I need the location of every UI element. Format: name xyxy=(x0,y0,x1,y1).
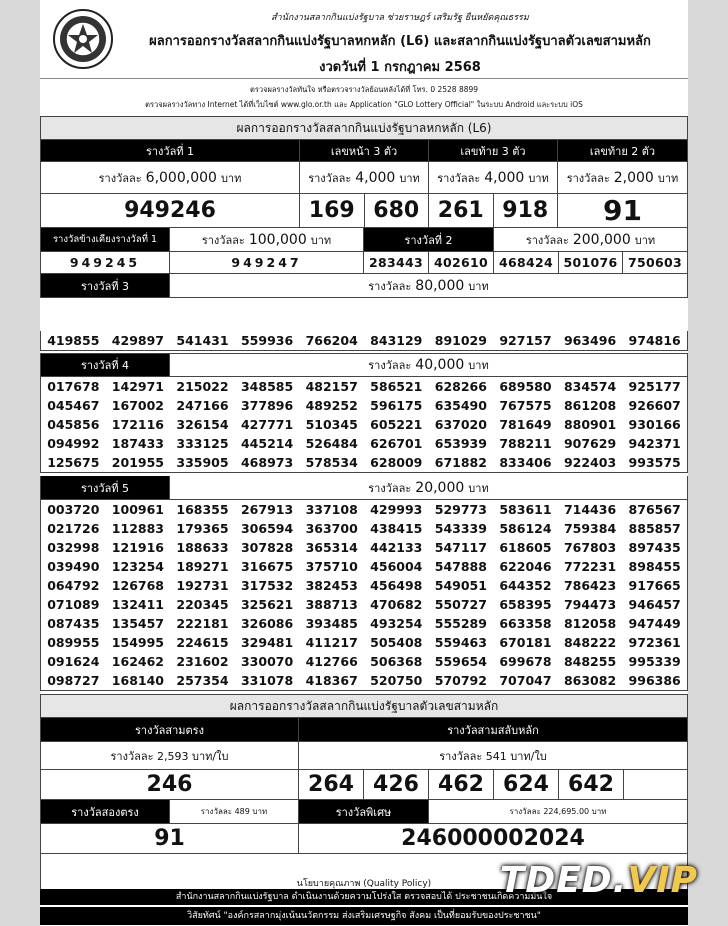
toad3-number: 264 xyxy=(299,770,364,800)
straight3-label: รางวัลสามตรง xyxy=(40,718,299,742)
fifth-prize-number: 972361 xyxy=(628,635,681,650)
fifth-prize-number: 411217 xyxy=(305,635,358,650)
fourth-prize-number: 833406 xyxy=(499,455,552,470)
fifth-prize-number: 412766 xyxy=(305,654,358,669)
fifth-prize-number: 071089 xyxy=(47,597,100,612)
lottery-result-sheet xyxy=(40,0,688,926)
third-prize-amount: รางวัลละ 80,000 บาท xyxy=(170,274,688,298)
quality-policy-text: สำนักงานสลากกินแบ่งรัฐบาล ดำเนินงานด้วยความโปร่งใส ตรวจสอบได้ ประชาชนเกิดความมั่นใจ xyxy=(40,889,688,905)
fifth-prize-number: 583611 xyxy=(499,502,552,517)
third-prize-number: 843129 xyxy=(370,333,423,348)
back3-amount: รางวัลละ 4,000 บาท xyxy=(429,162,558,194)
first-prize-number: 949246 xyxy=(40,194,300,228)
fifth-prize-number: 429993 xyxy=(370,502,423,517)
fourth-prize-number: 834574 xyxy=(563,379,617,394)
toad3-number: 462 xyxy=(429,770,494,800)
third-prize-number: 559936 xyxy=(240,333,294,348)
fifth-prize-number: 547888 xyxy=(434,559,487,574)
fourth-prize-number: 215022 xyxy=(176,379,229,394)
fourth-prize-number: 045856 xyxy=(47,417,100,432)
second-prize-number: 468424 xyxy=(494,252,559,274)
toad3-number: 624 xyxy=(494,770,559,800)
fifth-prize-number: 267913 xyxy=(240,502,294,517)
fifth-prize-number: 123254 xyxy=(111,559,164,574)
straight2-number: 91 xyxy=(40,824,299,854)
fifth-prize-number: 220345 xyxy=(176,597,229,612)
fifth-prize-number: 663358 xyxy=(499,616,552,631)
fifth-prize-number: 714436 xyxy=(563,502,617,517)
fifth-prize-number: 555289 xyxy=(434,616,487,631)
fifth-prize-number: 947449 xyxy=(628,616,681,631)
back2-amount: รางวัลละ 2,000 บาท xyxy=(558,162,688,194)
toad3-label: รางวัลสามสลับหลัก xyxy=(299,718,688,742)
fourth-prize-number: 781649 xyxy=(499,417,552,432)
l6-section-title: ผลการออกรางวัลสลากกินแบ่งรัฐบาลหกหลัก (L6) xyxy=(40,116,688,140)
fifth-prize-number: 168355 xyxy=(176,502,229,517)
fifth-prize-number: 365314 xyxy=(305,540,358,555)
fifth-prize-number: 363700 xyxy=(305,521,358,536)
third-prize-number: 429897 xyxy=(111,333,164,348)
fourth-prize-number: 326154 xyxy=(176,417,229,432)
fifth-prize-number: 382453 xyxy=(305,578,358,593)
fourth-prize-number: 605221 xyxy=(370,417,423,432)
fifth-prize-number: 188633 xyxy=(176,540,229,555)
fifth-prize-number: 995339 xyxy=(628,654,681,669)
fifth-prize-number: 848255 xyxy=(563,654,617,669)
fifth-prize-number: 622046 xyxy=(499,559,552,574)
fifth-prize-number: 759384 xyxy=(563,521,617,536)
fifth-prize-number: 121916 xyxy=(111,540,164,555)
fourth-prize-number: 045467 xyxy=(47,398,100,413)
fourth-prize-row xyxy=(41,453,687,472)
fifth-prize-number: 996386 xyxy=(628,673,681,688)
front3-number-1: 169 xyxy=(300,194,365,228)
front3-label: เลขหน้า 3 ตัว xyxy=(300,140,429,162)
fifth-prize-number: 307828 xyxy=(240,540,294,555)
fifth-prize-number: 162462 xyxy=(111,654,164,669)
fifth-prize-number: 231602 xyxy=(176,654,229,669)
fourth-prize-number: 094992 xyxy=(47,436,100,451)
fifth-prize-number: 559654 xyxy=(434,654,487,669)
fifth-prize-number: 021726 xyxy=(47,521,100,536)
fifth-prize-number: 897435 xyxy=(628,540,681,555)
fifth-prize-row xyxy=(41,538,687,557)
straight3-amount: รางวัลละ 2,593 บาท/ใบ xyxy=(40,742,299,770)
back2-number: 91 xyxy=(558,194,688,228)
fifth-prize-number: 179365 xyxy=(176,521,229,536)
fourth-prize-number: 861208 xyxy=(563,398,617,413)
vision-statement: วิสัยทัศน์ "องค์กรสลากมุ่งเน้นนวัตกรรม ส่งเสริมเศรษฐกิจ สังคม เป็นที่ยอมรับของประชาชน" xyxy=(40,907,688,925)
fifth-prize-number: 100961 xyxy=(111,502,164,517)
draw-date: งวดวันที่ 1 กรกฎาคม 2568 xyxy=(319,60,481,75)
fifth-prize-number: 812058 xyxy=(563,616,617,631)
fifth-prize-number: 848222 xyxy=(563,635,617,650)
check-web-line: ตรวจผลรางวัลทาง Internet ได้ที่เว็บไซต์ www.glo.or.th และ Application "GLO Lottery Official" ในระบบ Android และระบบ iOS xyxy=(145,100,583,109)
fifth-prize-numbers xyxy=(40,500,688,691)
glo-seal-logo xyxy=(52,8,114,70)
fourth-prize-number: 930166 xyxy=(628,417,681,432)
fourth-prize-number: 628009 xyxy=(370,455,423,470)
fifth-prize-number: 224615 xyxy=(176,635,229,650)
fifth-prize-number: 505408 xyxy=(370,635,423,650)
straight2-label: รางวัลสองตรง xyxy=(40,800,170,824)
n3-section-title: ผลการออกรางวัลสลากกินแบ่งรัฐบาลตัวเลขสามหลัก xyxy=(40,694,688,718)
fifth-prize-number: 331078 xyxy=(240,673,294,688)
fourth-prize-number: 167002 xyxy=(111,398,164,413)
fifth-prize-number: 330070 xyxy=(240,654,294,669)
fifth-prize-number: 337108 xyxy=(305,502,358,517)
toad3-amount: รางวัลละ 541 บาท/ใบ xyxy=(299,742,688,770)
fourth-prize-number: 788211 xyxy=(499,436,552,451)
fifth-prize-number: 618605 xyxy=(499,540,552,555)
fourth-prize-number: 526484 xyxy=(305,436,358,451)
fourth-prize-number: 510345 xyxy=(305,417,358,432)
fourth-prize-row xyxy=(41,396,687,415)
fifth-prize-number: 946457 xyxy=(628,597,681,612)
fifth-prize-row xyxy=(41,671,687,690)
fourth-prize-amount: รางวัลละ 40,000 บาท xyxy=(170,353,688,377)
fifth-prize-number: 039490 xyxy=(47,559,100,574)
first-prize-amount: รางวัลละ 6,000,000 บาท xyxy=(40,162,300,194)
third-prize-number: 927157 xyxy=(499,333,552,348)
fifth-prize-row xyxy=(41,633,687,652)
fifth-prize-number: 329481 xyxy=(240,635,294,650)
second-prize-number: 501076 xyxy=(559,252,623,274)
fourth-prize-number: 201955 xyxy=(111,455,164,470)
fourth-prize-number: 626701 xyxy=(370,436,423,451)
fourth-prize-number: 635490 xyxy=(434,398,487,413)
fifth-prize-number: 917665 xyxy=(628,578,681,593)
agency-motto: สำนักงานสลากกินแบ่งรัฐบาล ช่วยราษฎร์ เสริมรัฐ ยืนหยัดคุณธรรม xyxy=(271,13,529,23)
fifth-prize-number: 388713 xyxy=(305,597,358,612)
fifth-prize-number: 222181 xyxy=(176,616,229,631)
fourth-prize-number: 445214 xyxy=(240,436,294,451)
fifth-prize-number: 550727 xyxy=(434,597,487,612)
fourth-prize-number: 348585 xyxy=(240,379,294,394)
fourth-prize-number: 942371 xyxy=(628,436,681,451)
fifth-prize-row xyxy=(41,576,687,595)
back3-number-2: 918 xyxy=(494,194,559,228)
fourth-prize-number: 922403 xyxy=(563,455,617,470)
fifth-prize-number: 257354 xyxy=(176,673,229,688)
near-first-number-2: 949247 xyxy=(170,252,364,274)
back3-label: เลขท้าย 3 ตัว xyxy=(429,140,558,162)
fifth-prize-row xyxy=(41,500,687,519)
second-prize-label: รางวัลที่ 2 xyxy=(364,228,494,252)
header-divider xyxy=(40,78,688,79)
page-title: ผลการออกรางวัลสลากกินแบ่งรัฐบาลหกหลัก (L6) และสลากกินแบ่งรัฐบาลตัวเลขสามหลัก xyxy=(149,34,651,49)
fourth-prize-number: 925177 xyxy=(628,379,681,394)
special-label: รางวัลพิเศษ xyxy=(299,800,429,824)
fourth-prize-number: 335905 xyxy=(176,455,229,470)
fifth-prize-number: 658395 xyxy=(499,597,552,612)
fifth-prize-row xyxy=(41,557,687,576)
fifth-prize-number: 091624 xyxy=(47,654,100,669)
fifth-prize-row xyxy=(41,652,687,671)
fifth-prize-number: 493254 xyxy=(370,616,423,631)
fifth-prize-number: 767803 xyxy=(563,540,617,555)
fourth-prize-number: 247166 xyxy=(176,398,229,413)
third-prize-number: 974816 xyxy=(628,333,681,348)
fifth-prize-number: 135457 xyxy=(111,616,164,631)
fourth-prize-number: 489252 xyxy=(305,398,358,413)
third-prize-numbers xyxy=(40,331,688,351)
second-prize-number: 283443 xyxy=(364,252,429,274)
fourth-prize-number: 187433 xyxy=(111,436,164,451)
fifth-prize-number: 418367 xyxy=(305,673,358,688)
fourth-prize-number: 125675 xyxy=(47,455,100,470)
fifth-prize-number: 772231 xyxy=(563,559,617,574)
fourth-prize-number: 993575 xyxy=(628,455,681,470)
fifth-prize-number: 506368 xyxy=(370,654,423,669)
fourth-prize-numbers xyxy=(40,377,688,473)
fourth-prize-row xyxy=(41,434,687,453)
fifth-prize-number: 438415 xyxy=(370,521,423,536)
fifth-prize-number: 456498 xyxy=(370,578,423,593)
fifth-prize-number: 316675 xyxy=(240,559,294,574)
back3-number-1: 261 xyxy=(429,194,494,228)
third-prize-number: 963496 xyxy=(563,333,617,348)
fourth-prize-number: 653939 xyxy=(434,436,487,451)
fifth-prize-number: 032998 xyxy=(47,540,100,555)
quality-policy-title: นโยบายคุณภาพ (Quality Policy) xyxy=(296,879,432,889)
fifth-prize-number: 529773 xyxy=(434,502,487,517)
fourth-prize-number: 377896 xyxy=(240,398,294,413)
fifth-prize-number: 644352 xyxy=(499,578,552,593)
fourth-prize-number: 596175 xyxy=(370,398,423,413)
fifth-prize-row xyxy=(41,519,687,538)
toad3-number: 426 xyxy=(364,770,429,800)
fifth-prize-number: 699678 xyxy=(499,654,552,669)
fifth-prize-number: 317532 xyxy=(240,578,294,593)
toad3-empty-cell xyxy=(624,770,688,800)
front3-number-2: 680 xyxy=(365,194,430,228)
fifth-prize-number: 707047 xyxy=(499,673,552,688)
fourth-prize-number: 482157 xyxy=(305,379,358,394)
fifth-prize-number: 863082 xyxy=(563,673,617,688)
special-amount: รางวัลละ 224,695.00 บาท xyxy=(429,800,688,824)
third-prize-number: 419855 xyxy=(47,333,100,348)
fifth-prize-number: 393485 xyxy=(305,616,358,631)
fifth-prize-number: 087435 xyxy=(47,616,100,631)
near-first-label: รางวัลข้างเคียงรางวัลที่ 1 xyxy=(40,228,170,252)
fifth-prize-row xyxy=(41,595,687,614)
fifth-prize-number: 306594 xyxy=(240,521,294,536)
straight3-number: 246 xyxy=(40,770,299,800)
fourth-prize-number: 926607 xyxy=(628,398,681,413)
fifth-prize-number: 794473 xyxy=(563,597,617,612)
fifth-prize-number: 547117 xyxy=(434,540,487,555)
fourth-prize-number: 689580 xyxy=(499,379,552,394)
fourth-prize-number: 628266 xyxy=(434,379,487,394)
special-number: 246000002024 xyxy=(299,824,688,854)
second-prize-number: 750603 xyxy=(623,252,688,274)
toad3-number: 642 xyxy=(559,770,624,800)
fourth-prize-number: 142971 xyxy=(111,379,164,394)
fourth-prize-label: รางวัลที่ 4 xyxy=(40,353,170,377)
fourth-prize-number: 017678 xyxy=(47,379,100,394)
fourth-prize-number: 907629 xyxy=(563,436,617,451)
fifth-prize-number: 003720 xyxy=(47,502,100,517)
front3-amount: รางวัลละ 4,000 บาท xyxy=(300,162,429,194)
fourth-prize-number: 637020 xyxy=(434,417,487,432)
fourth-prize-number: 880901 xyxy=(563,417,617,432)
fifth-prize-number: 192731 xyxy=(176,578,229,593)
fifth-prize-number: 570792 xyxy=(434,673,487,688)
third-prize-number: 891029 xyxy=(434,333,487,348)
fifth-prize-number: 470682 xyxy=(370,597,423,612)
fifth-prize-label: รางวัลที่ 5 xyxy=(40,476,170,500)
near-first-number-1: 949245 xyxy=(40,252,170,274)
fifth-prize-number: 098727 xyxy=(47,673,100,688)
third-prize-number: 541431 xyxy=(176,333,229,348)
fifth-prize-number: 885857 xyxy=(628,521,681,536)
fifth-prize-number: 898455 xyxy=(628,559,681,574)
fifth-prize-amount: รางวัลละ 20,000 บาท xyxy=(170,476,688,500)
second-prize-number: 402610 xyxy=(429,252,494,274)
fourth-prize-number: 767575 xyxy=(499,398,552,413)
fourth-prize-row xyxy=(41,377,687,396)
fourth-prize-number: 172116 xyxy=(111,417,164,432)
fifth-prize-number: 189271 xyxy=(176,559,229,574)
fourth-prize-number: 671882 xyxy=(434,455,487,470)
fifth-prize-number: 670181 xyxy=(499,635,552,650)
first-prize-label: รางวัลที่ 1 xyxy=(40,140,300,162)
third-prize-number: 766204 xyxy=(305,333,358,348)
fifth-prize-number: 325621 xyxy=(240,597,294,612)
fifth-prize-number: 126768 xyxy=(111,578,164,593)
near-first-amount: รางวัลละ 100,000 บาท xyxy=(170,228,364,252)
third-prize-label: รางวัลที่ 3 xyxy=(40,274,170,298)
fifth-prize-number: 786423 xyxy=(563,578,617,593)
fifth-prize-number: 375710 xyxy=(305,559,358,574)
second-prize-amount: รางวัลละ 200,000 บาท xyxy=(494,228,688,252)
fifth-prize-number: 326086 xyxy=(240,616,294,631)
check-phone-line: ตรวจผลรางวัลทันใจ หรือตรวจรางวัลย้อนหลังได้ที่ โทร. 0 2528 8899 xyxy=(249,85,479,94)
fourth-prize-number: 586521 xyxy=(370,379,423,394)
fifth-prize-number: 154995 xyxy=(111,635,164,650)
fifth-prize-number: 168140 xyxy=(111,673,164,688)
fifth-prize-number: 876567 xyxy=(628,502,681,517)
fourth-prize-number: 578534 xyxy=(305,455,358,470)
fifth-prize-number: 543339 xyxy=(434,521,487,536)
third-prize-row xyxy=(41,331,687,350)
sheet-header xyxy=(40,0,688,112)
fourth-prize-row xyxy=(41,415,687,434)
tded-vip-watermark: TDED.VIP xyxy=(499,860,698,901)
fifth-prize-number: 586124 xyxy=(499,521,552,536)
fourth-prize-number: 468973 xyxy=(240,455,294,470)
fifth-prize-number: 456004 xyxy=(370,559,423,574)
fifth-prize-number: 064792 xyxy=(47,578,100,593)
fourth-prize-number: 333125 xyxy=(176,436,229,451)
fifth-prize-number: 520750 xyxy=(370,673,423,688)
fifth-prize-number: 559463 xyxy=(434,635,487,650)
straight2-amount: รางวัลละ 489 บาท xyxy=(170,800,299,824)
fifth-prize-number: 089955 xyxy=(47,635,100,650)
fourth-prize-number: 427771 xyxy=(240,417,294,432)
fifth-prize-number: 132411 xyxy=(111,597,164,612)
fifth-prize-number: 112883 xyxy=(111,521,164,536)
back2-label: เลขท้าย 2 ตัว xyxy=(558,140,688,162)
fifth-prize-number: 549051 xyxy=(434,578,487,593)
fifth-prize-number: 442133 xyxy=(370,540,423,555)
fifth-prize-row xyxy=(41,614,687,633)
